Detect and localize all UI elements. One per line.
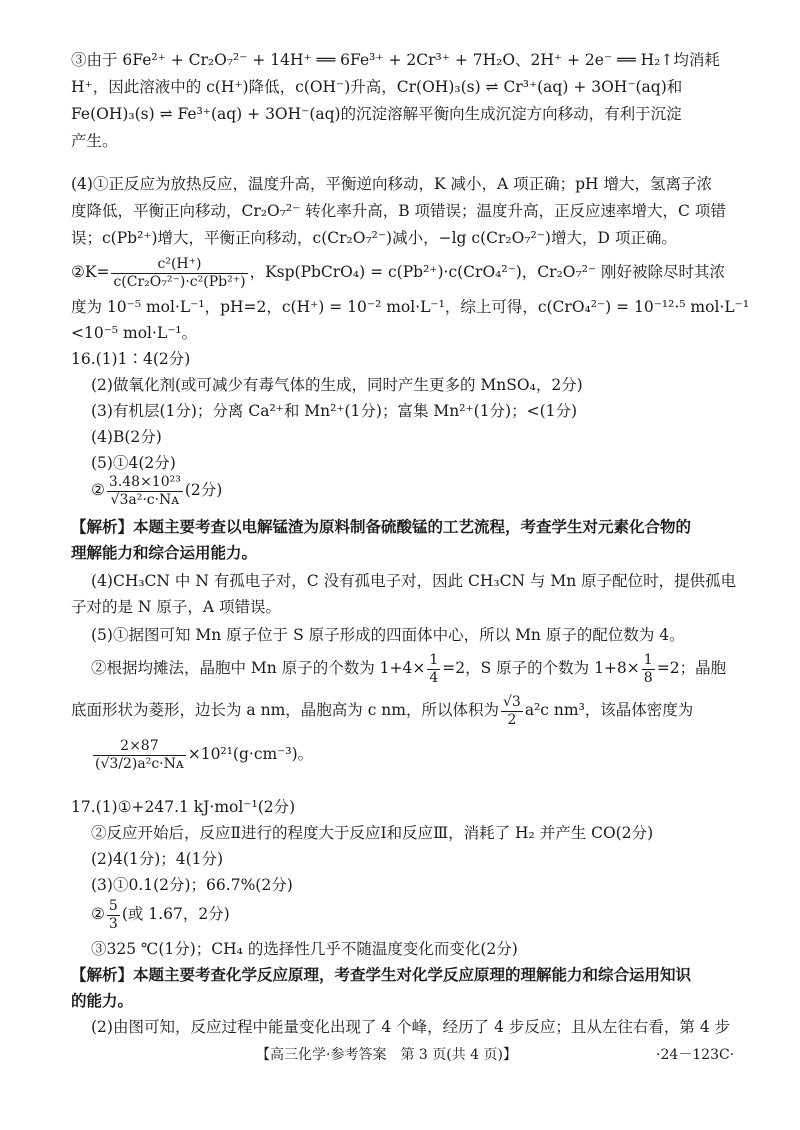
text-line: 产生。 [71,132,118,150]
fraction-numerator: √3 [503,693,521,710]
text-line: Fe(OH)₃(s) ⇌ Fe³⁺(aq) + 3OH⁻(aq)的沉淀溶解平衡向生成沉淀方向移动，有利于沉淀 [71,105,682,123]
formula-line [91,470,222,510]
fraction [501,694,523,729]
fraction-denominator: 4 [429,669,439,686]
question-16-heading: 16.(1)1∶4(2分) [71,350,191,368]
text-line: (3)有机层(1分)；分离 Ca²⁺和 Mn²⁺(1分)；富集 Mn²⁺(1分)；<(1分) [91,402,578,420]
text-line: 度为 10⁻⁵ mol·L⁻¹，pH=2，c(H⁺) = 10⁻² mol·L⁻¹，综上可得，c(CrO₄²⁻) = 10⁻¹²·⁵ mol·L⁻¹ [71,298,750,316]
fraction-denominator: 8 [643,669,653,686]
formula-line [71,252,725,292]
fraction-denominator: 3 [108,915,118,932]
fraction-numerator: 1 [643,651,653,668]
text-line: ③325 ℃(1分)；CH₄ 的选择性几乎不随温度变化而变化(2分) [91,940,518,958]
text-line: (2)由图可知，反应过程中能量变化出现了 4 个峰，经历了 4 步反应；且从左往右看，第 4 步 [91,1018,731,1036]
text-line: 度降低，平衡正向移动，Cr₂O₇²⁻ 转化率升高，B 项错误；温度升高，正反应速率增大，C 项错 [71,202,726,220]
text-line: (4)①正反应为放热反应，温度升高，平衡逆向移动，K 减小，A 项正确；pH 增大，氢离子浓 [71,175,712,193]
text-segment: ② [91,481,105,499]
text-line: (4)CH₃CN 中 N 有孤电子对，C 没有孤电子对，因此 CH₃CN 与 Mn 原子配位时，提供孤电 [91,572,737,590]
text-segment: ②K= [71,263,110,281]
fraction-numerator: 1 [429,651,439,668]
page-footer-title: 【高三化学·参考答案 第 3 页(共 4 页)】 [256,1047,517,1063]
fraction [111,256,247,291]
text-line: ③由于 6Fe²⁺ + Cr₂O₇²⁻ + 14H⁺ ══ 6Fe³⁺ + 2Cr³⁺ + 7H₂O、2H⁺ + 2e⁻ ══ H₂↑均消耗 [71,51,720,69]
fraction-denominator: 2 [507,711,517,728]
formula-line [91,648,726,688]
text-line: H⁺，因此溶液中的 c(H⁺)降低，c(OH⁻)升高，Cr(OH)₃(s) ⇌ Cr³⁺(aq) + 3OH⁻(aq)和 [71,78,683,96]
text-line: (2)做氧化剂(或可减少有毒气体的生成，同时产生更多的 MnSO₄，2分) [91,376,583,394]
fraction [93,738,186,773]
text-line: (4)B(2分) [91,428,162,446]
text-segment: ② [91,905,105,923]
text-line: ②反应开始后，反应Ⅱ进行的程度大于反应Ⅰ和反应Ⅲ，消耗了 H₂ 并产生 CO(2分) [91,824,654,842]
fraction-numerator: 5 [108,897,118,914]
question-17-heading: 17.(1)①+247.1 kJ·mol⁻¹(2分) [71,798,296,816]
fraction [642,652,655,687]
fraction-numerator: 2×87 [93,738,186,756]
formula-line [91,734,313,774]
text-segment: =2，S 原子的个数为 1+8× [442,659,640,677]
fraction-denominator: c(Cr₂O₇²⁻)·c²(Pb²⁺) [113,273,246,290]
fraction [107,474,183,509]
text-segment: ×10²¹(g·cm⁻³)。 [187,745,314,763]
text-line: (5)①4(2分) [91,454,176,472]
text-segment: ，Ksp(PbCrO₄) = c(Pb²⁺)·c(CrO₄²⁻)，Cr₂O₇²⁻ 刚好被除尽时其浓 [249,263,726,281]
text-line: 误；c(Pb²⁺)增大，平衡正向移动，c(Cr₂O₇²⁻)减小，−lg c(Cr₂O₇²⁻)增大，D 项正确。 [71,229,677,247]
text-line: 理解能力和综合运用能力。 [71,543,258,562]
text-segment: a²c nm³，该晶体密度为 [524,701,694,719]
text-line: <10⁻⁵ mol·L⁻¹。 [71,324,198,342]
text-line: 的能力。 [71,991,134,1010]
text-segment: 底面形状为菱形，边长为 a nm，晶胞高为 c nm，所以体积为 [71,701,499,719]
formula-line [91,894,230,934]
text-line: (3)①0.1(2分)；66.7%(2分) [91,876,293,894]
text-segment: =2；晶胞 [656,659,727,677]
analysis-heading: 【解析】本题主要考查以电解锰渣为原料制备硫酸锰的工艺流程，考查学生对元素化合物的 [71,517,692,536]
fraction-denominator: √3a²·c·Nᴀ [110,491,180,508]
text-line: (2)4(1分)；4(1分) [91,850,224,868]
text-segment: ②根据均摊法，晶胞中 Mn 原子的个数为 1+4× [91,659,426,677]
text-segment: (或 1.67，2分) [121,905,230,923]
fraction [107,898,120,933]
page-footer-code: ·24－123C· [656,1047,735,1063]
text-line: 子对的是 N 原子，A 项错误。 [71,598,282,616]
formula-line [71,690,693,730]
text-line: (5)①据图可知 Mn 原子位于 S 原子形成的四面体中心，所以 Mn 原子的配位数为 4。 [91,626,685,644]
fraction [427,652,440,687]
fraction-numerator: c²(H⁺) [111,256,247,274]
text-segment: (2分) [184,481,223,499]
fraction-numerator: 3.48×10²³ [108,473,181,490]
fraction-denominator: (√3/2)a²c·Nᴀ [95,755,184,772]
analysis-heading: 【解析】本题主要考查化学反应原理，考查学生对化学反应原理的理解能力和综合运用知识 [71,965,692,984]
